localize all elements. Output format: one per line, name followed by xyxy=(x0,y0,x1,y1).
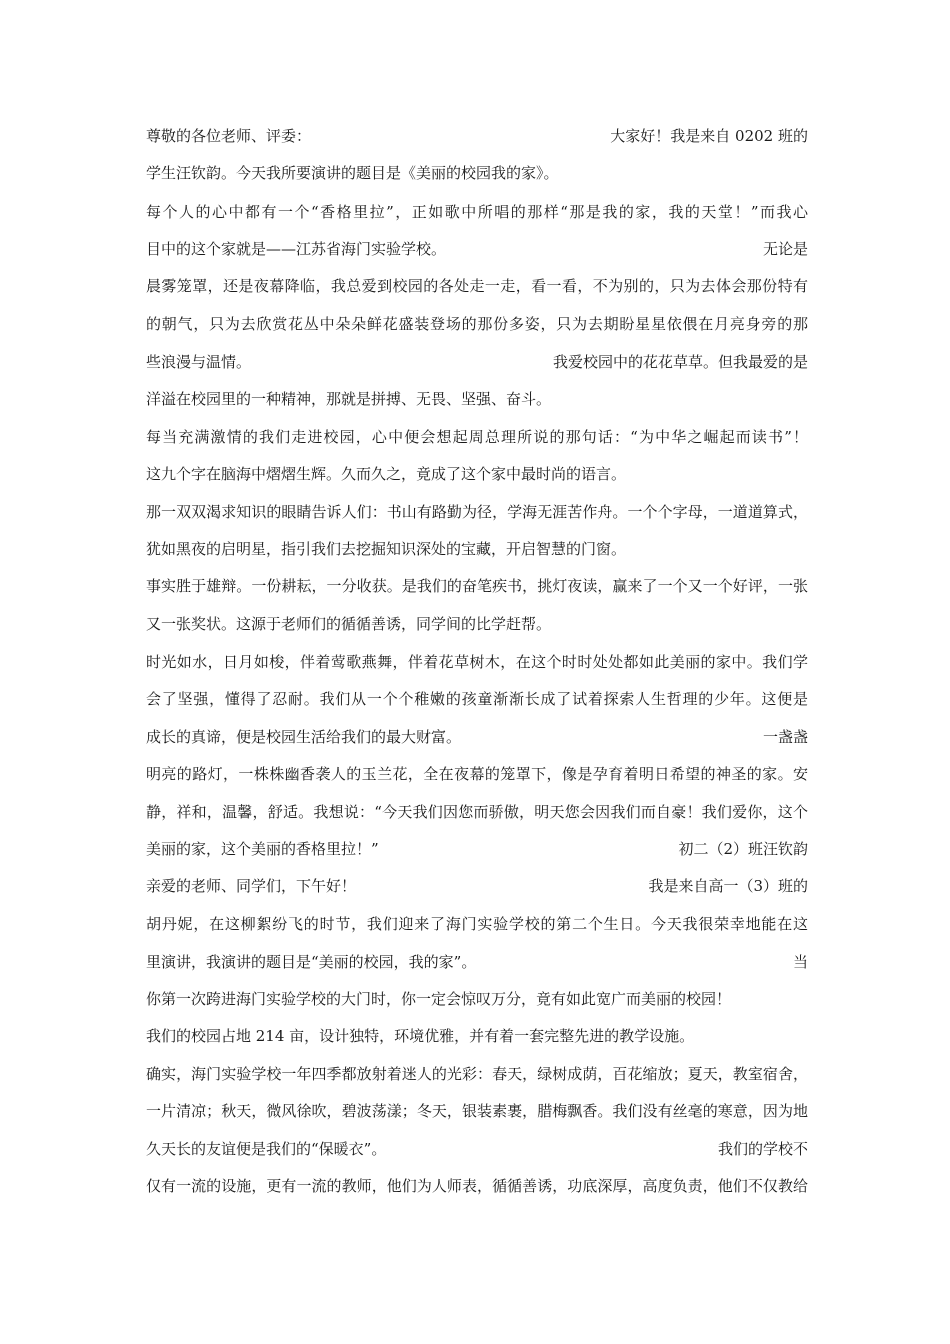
text-line: 会了坚强，懂得了忍耐。我们从一个个稚嫩的孩童渐渐长成了试着探索人生哲理的少年。这便是 xyxy=(146,690,808,708)
line-right: 我是来自高一（3）班的 xyxy=(648,877,808,895)
text-line: 洋溢在校园里的一种精神，那就是拼搏、无畏、坚强、奋斗。 xyxy=(146,390,552,408)
line-right: 初二（2）班汪钦韵 xyxy=(678,840,808,858)
line-left: 成长的真谛，便是校园生活给我们的最大财富。 xyxy=(146,728,462,746)
line-right: 大家好！我是来自 0202 班的 xyxy=(610,127,808,145)
text-line: 明亮的路灯，一株株幽香袭人的玉兰花，全在夜幕的笼罩下，像是孕育着明日希望的神圣的家。安 xyxy=(146,765,808,783)
text-line: 我们的校园占地 214 亩，设计独特，环境优雅，并有着一套完整先进的教学设施。 xyxy=(146,1027,695,1045)
text-line: 学生汪钦韵。今天我所要演讲的题目是《美丽的校园我的家》。 xyxy=(146,164,559,182)
line-right: 我爱校园中的花花草草。但我最爱的是 xyxy=(552,353,808,371)
text-line: 这九个字在脑海中熠熠生辉。久而久之，竟成了这个家中最时尚的语言。 xyxy=(146,465,627,483)
text-line: 每个人的心中都有一个“香格里拉”，正如歌中所唱的那样“那是我的家，我的天堂！”而我心 xyxy=(146,203,808,221)
text-line: 一片清凉；秋天，微风徐吹，碧波荡漾；冬天，银装素裹，腊梅飘香。我们没有丝毫的寒意，因为地 xyxy=(146,1102,808,1120)
line-left: 尊敬的各位老师、评委： xyxy=(146,127,312,145)
line-left: 美丽的家，这个美丽的香格里拉！” xyxy=(146,840,379,858)
text-line: 的朝气，只为去欣赏花丛中朵朵鲜花盛装登场的那份多姿，只为去期盼星星依偎在月亮身旁的那 xyxy=(146,315,808,333)
text-line: 每当充满激情的我们走进校园，心中便会想起周总理所说的那句话：“为中华之崛起而读书”！ xyxy=(146,428,808,446)
line-left: 目中的这个家就是——江苏省海门实验学校。 xyxy=(146,240,447,258)
text-line xyxy=(146,350,808,374)
text-line xyxy=(146,1137,808,1161)
text-line: 时光如水，日月如梭，伴着莺歌燕舞，伴着花草树木，在这个时时处处都如此美丽的家中。我们学 xyxy=(146,653,808,671)
text-line: 那一双双渴求知识的眼睛告诉人们：书山有路勤为径，学海无涯苦作舟。一个个字母，一道道算式， xyxy=(146,503,808,521)
text-line: 你第一次跨进海门实验学校的大门时，你一定会惊叹万分，竟有如此宽广而美丽的校园！ xyxy=(146,990,732,1008)
line-right: 一盏盏 xyxy=(762,728,808,746)
line-left: 亲爱的老师、同学们，下午好！ xyxy=(146,877,357,895)
line-right: 我们的学校不 xyxy=(717,1140,808,1158)
line-right: 无论是 xyxy=(762,240,808,258)
line-left: 久天长的友谊便是我们的“保暖衣”。 xyxy=(146,1140,387,1158)
text-line: 胡丹妮，在这柳絮纷飞的时节，我们迎来了海门实验学校的第二个生日。今天我很荣幸地能在这 xyxy=(146,915,808,933)
text-line xyxy=(146,874,808,898)
line-left: 里演讲，我演讲的题目是“美丽的校园，我的家”。 xyxy=(146,953,477,971)
text-line xyxy=(146,725,808,749)
text-line xyxy=(146,837,808,861)
text-line xyxy=(146,124,808,148)
text-line: 确实，海门实验学校一年四季都放射着迷人的光彩：春天，绿树成荫，百花缩放；夏天，教室宿舍， xyxy=(146,1065,808,1083)
line-left: 些浪漫与温情。 xyxy=(146,353,252,371)
text-line xyxy=(146,237,808,261)
text-line: 又一张奖状。这源于老师们的循循善诱，同学间的比学赶帮。 xyxy=(146,615,552,633)
text-line: 晨雾笼罩，还是夜幕降临，我总爱到校园的各处走一走，看一看，不为别的，只为去体会那份特有 xyxy=(146,277,808,295)
text-line: 仅有一流的设施，更有一流的教师，他们为人师表，循循善诱，功底深厚，高度负责，他们不仅教给 xyxy=(146,1177,808,1195)
text-line: 静，祥和，温馨，舒适。我想说：“今天我们因您而骄傲，明天您会因我们而自豪！我们爱你，这个 xyxy=(146,803,808,821)
text-line: 事实胜于雄辩。一份耕耘，一分收获。是我们的奋笔疾书，挑灯夜读，赢来了一个又一个好评，一张 xyxy=(146,577,808,595)
text-line xyxy=(146,950,808,974)
text-line: 犹如黑夜的启明星，指引我们去挖掘知识深处的宝藏，开启智慧的门窗。 xyxy=(146,540,627,558)
line-right: 当 xyxy=(792,953,808,971)
